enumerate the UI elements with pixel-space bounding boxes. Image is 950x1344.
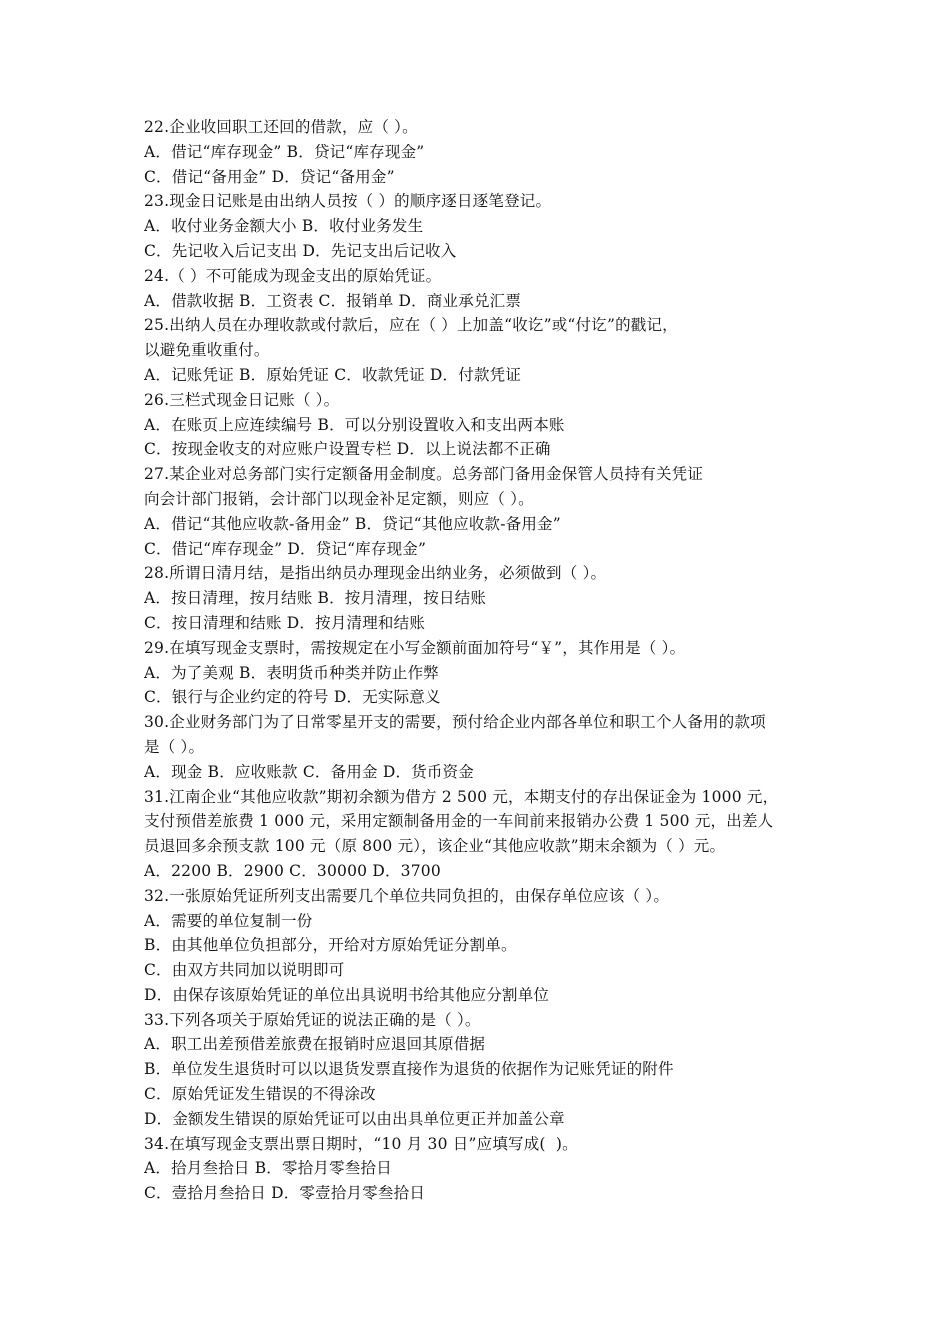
text-line: A．需要的单位复制一份 [144, 911, 313, 930]
text-line: 向会计部门报销，会计部门以现金补足定额，则应（ ）。 [144, 489, 534, 508]
text-line: A．在账页上应连续编号 B．可以分别设置收入和支出两本账 [144, 415, 565, 434]
text-line: A．职工出差预借差旅费在报销时应退回其原借据 [144, 1035, 486, 1054]
text-line: B．单位发生退货时可以以退货发票直接作为退货的依据作为记账凭证的附件 [144, 1060, 674, 1079]
text-line: C．原始凭证发生错误的不得涂改 [144, 1085, 376, 1104]
text-line: A．记账凭证 B．原始凭证 C．收款凭证 D．付款凭证 [144, 365, 522, 384]
text-line: D．金额发生错误的原始凭证可以由出具单位更正并加盖公章 [144, 1109, 565, 1128]
text-line: 24.（ ）不可能成为现金支出的原始凭证。 [144, 266, 442, 285]
text-line: 25.出纳人员在办理收款或付款后，应在（ ）上加盖“收讫”或“付讫”的戳记， [144, 316, 678, 335]
text-line: C．由双方共同加以说明即可 [144, 961, 345, 980]
text-line: C．借记“库存现金” D．贷记“库存现金” [144, 539, 427, 558]
text-line: A．收付业务金额大小 B．收付业务发生 [144, 217, 424, 236]
text-line: 26.三栏式现金日记账（ ）。 [144, 390, 340, 409]
text-line: C．壹拾月叁拾日 D．零壹拾月零叁拾日 [144, 1184, 426, 1203]
text-line: A．2200 B．2900 C．30000 D．3700 [144, 861, 441, 880]
text-line: A．借款收据 B．工资表 C．报销单 D．商业承兑汇票 [144, 291, 522, 310]
text-line: 以避免重收重付。 [144, 341, 270, 360]
text-line: 支付预借差旅费 1 000 元，采用定额制备用金的一车间前来报销办公费 1 500 元，出差人 [144, 812, 774, 831]
text-line: A．拾月叁拾日 B．零拾月零叁拾日 [144, 1159, 392, 1178]
text-line: C．银行与企业约定的符号 D．无实际意义 [144, 688, 441, 707]
text-line: A．借记“库存现金” B．贷记“库存现金” [144, 142, 425, 161]
text-line: 22.企业收回职工还回的借款，应（ ）。 [144, 118, 418, 136]
text-line: 29.在填写现金支票时，需按规定在小写金额前面加符号“￥”，其作用是（ ）。 [144, 638, 686, 657]
text-line: 30.企业财务部门为了日常零星开支的需要，预付给企业内部各单位和职工个人备用的款项 [144, 713, 766, 732]
text-line: 是（ ）。 [144, 737, 205, 756]
text-line: 员退回多余预支款 100 元（原 800 元），该企业“其他应收款”期末余额为（ ）元。 [144, 837, 726, 856]
text-line: 28.所谓日清月结，是指出纳员办理现金出纳业务，必须做到（ ）。 [144, 564, 607, 583]
text-line: B．由其他单位负担部分，开给对方原始凭证分割单。 [144, 936, 517, 955]
text-line: A．为了美观 B．表明货币种类并防止作弊 [144, 663, 440, 682]
text-line: A．按日清理，按月结账 B．按月清理，按日结账 [144, 589, 487, 608]
text-line: 27.某企业对总务部门实行定额备用金制度。总务部门备用金保管人员持有关凭证 [144, 465, 704, 484]
text-line: A．现金 B．应收账款 C．备用金 D．货币资金 [144, 762, 474, 781]
text-line: 32.一张原始凭证所列支出需要几个单位共同负担的，由保存单位应该（ ）。 [144, 886, 670, 905]
text-line: 23.现金日记账是由出纳人员按（ ）的顺序逐日逐笔登记。 [144, 192, 552, 211]
text-line: A．借记“其他应收款-备用金” B．贷记“其他应收款-备用金” [144, 514, 561, 533]
text-line: C．按日清理和结账 D．按月清理和结账 [144, 613, 426, 632]
text-line: C．借记“备用金” D．贷记“备用金” [144, 167, 395, 186]
question-list [144, 115, 810, 1206]
text-line: 33.下列各项关于原始凭证的说法正确的是（ ）。 [144, 1010, 481, 1029]
text-line: C．先记收入后记支出 D．先记支出后记收入 [144, 241, 457, 260]
text-line: C．按现金收支的对应账户设置专栏 D．以上说法都不正确 [144, 440, 551, 459]
text-line: D．由保存该原始凭证的单位出具说明书给其他应分割单位 [144, 985, 550, 1004]
text-line: 31.江南企业“其他应收款”期初余额为借方 2 500 元，本期支付的存出保证金为 1000 元， [144, 787, 779, 806]
text-line: 34.在填写现金支票出票日期时，“10 月 30 日”应填写成( )。 [144, 1134, 578, 1153]
